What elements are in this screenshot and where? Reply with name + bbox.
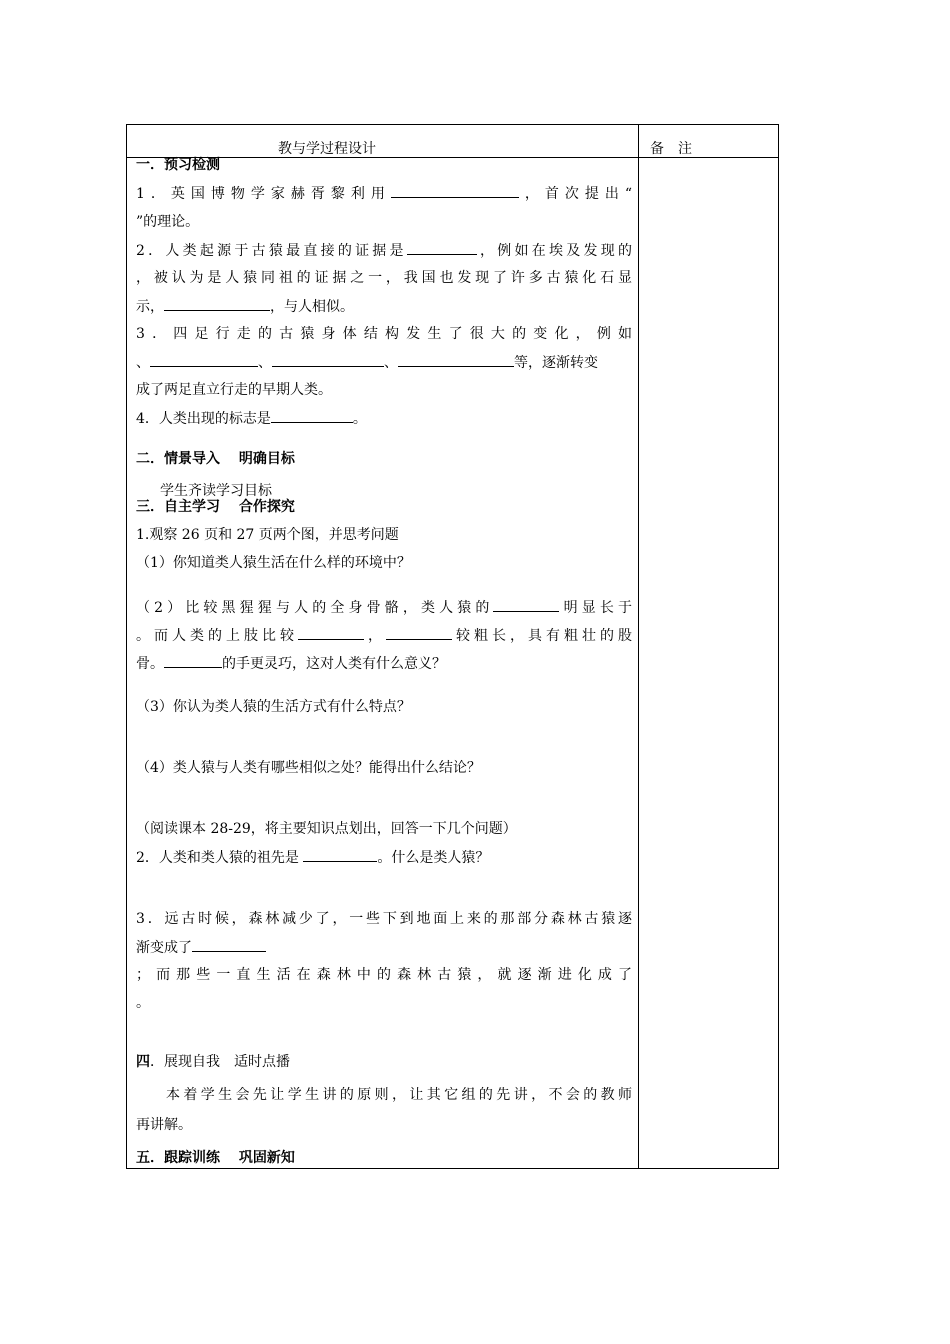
s1-q3-line3: 成了两足直立行走的早期人类。 [136,382,332,398]
column-divider [638,124,639,1169]
answer-blank [271,408,353,423]
answer-blank [164,653,222,668]
section-5-title: 五．跟踪训练 巩固新知 [136,1150,295,1166]
answer-blank [192,937,266,952]
s1-q1-line1: 1．英国博物学家赫胥黎利用 ，首次提出“ [136,183,632,203]
answer-blank [303,847,377,862]
answer-blank [407,240,477,255]
s3-p2-line3: 骨。 的手更灵巧，这对人类有什么意义？ [136,653,632,673]
s1-q3-line2: 、 、 、 等，逐渐转变 [136,352,632,372]
s4-text-line2: 再讲解。 [136,1117,192,1133]
s3-q3-line1: 3．远古时候，森林减少了，一些下到地面上来的那部分森林古猿逐 [136,911,632,927]
s1-q2-line2: ，被认为是人猿同祖的证据之一，我国也发现了许多古猿化石显 [136,270,632,286]
answer-blank [391,183,519,198]
s1-q4: 4．人类出现的标志是 。 [136,408,632,428]
s3-q3-line3: ；而那些一直生活在森林中的森林古猿，就逐渐进化成了 [136,967,632,983]
s3-q3-line4: 。 [136,995,150,1011]
section-3-title: 三．自主学习 合作探究 [136,499,295,515]
answer-blank [164,296,270,311]
s1-q2-line3: 示， ，与人相似。 [136,296,632,316]
s3-q3-line2: 渐变成了 [136,937,632,957]
s2-text: 学生齐读学习目标 [160,483,272,499]
s3-p2-line1: （2）比较黑猩猩与人的全身骨骼，类人猿的 明显长于 [136,597,632,617]
s1-q3-line1: 3．四足行走的古猿身体结构发生了很大的变化，例如 [136,326,632,342]
s3-p4: （4）类人猿与人类有哪些相似之处？能得出什么结论？ [136,760,481,776]
section-4-title: 四．展现自我 适时点播 [136,1054,290,1070]
s3-q2: 2．人类和类人猿的祖先是 。什么是类人猿？ [136,847,632,867]
answer-blank [298,625,364,640]
header-remarks: 备 注 [650,141,692,157]
answer-blank [150,352,258,367]
s1-q2-line1: 2．人类起源于古猿最直接的证据是 ，例如在埃及发现的 [136,240,632,260]
answer-blank [493,597,559,612]
s3-p3: （3）你认为类人猿的生活方式有什么特点？ [136,699,411,715]
answer-blank [398,352,514,367]
answer-blank [272,352,384,367]
s1-q1-line2: ”的理论。 [136,214,200,230]
s3-read-note: （阅读课本 28-29，将主要知识点划出，回答一下几个问题） [136,821,517,837]
s3-p1: （1）你知道类人猿生活在什么样的环境中？ [136,555,411,571]
s3-p2-line2: 。而人类的上肢比较 ， 较粗长，具有粗壮的股 [136,625,632,645]
s4-text-line1: 本着学生会先让学生讲的原则，让其它组的先讲，不会的教师 [166,1087,632,1103]
section-1-title: 一．预习检测 [136,157,220,173]
answer-blank [386,625,452,640]
s3-q1: 1.观察 26 页和 27 页两个图，并思考问题 [136,527,399,543]
section-2-title: 二．情景导入 明确目标 [136,451,295,467]
header-main: 教与学过程设计 [278,141,376,157]
